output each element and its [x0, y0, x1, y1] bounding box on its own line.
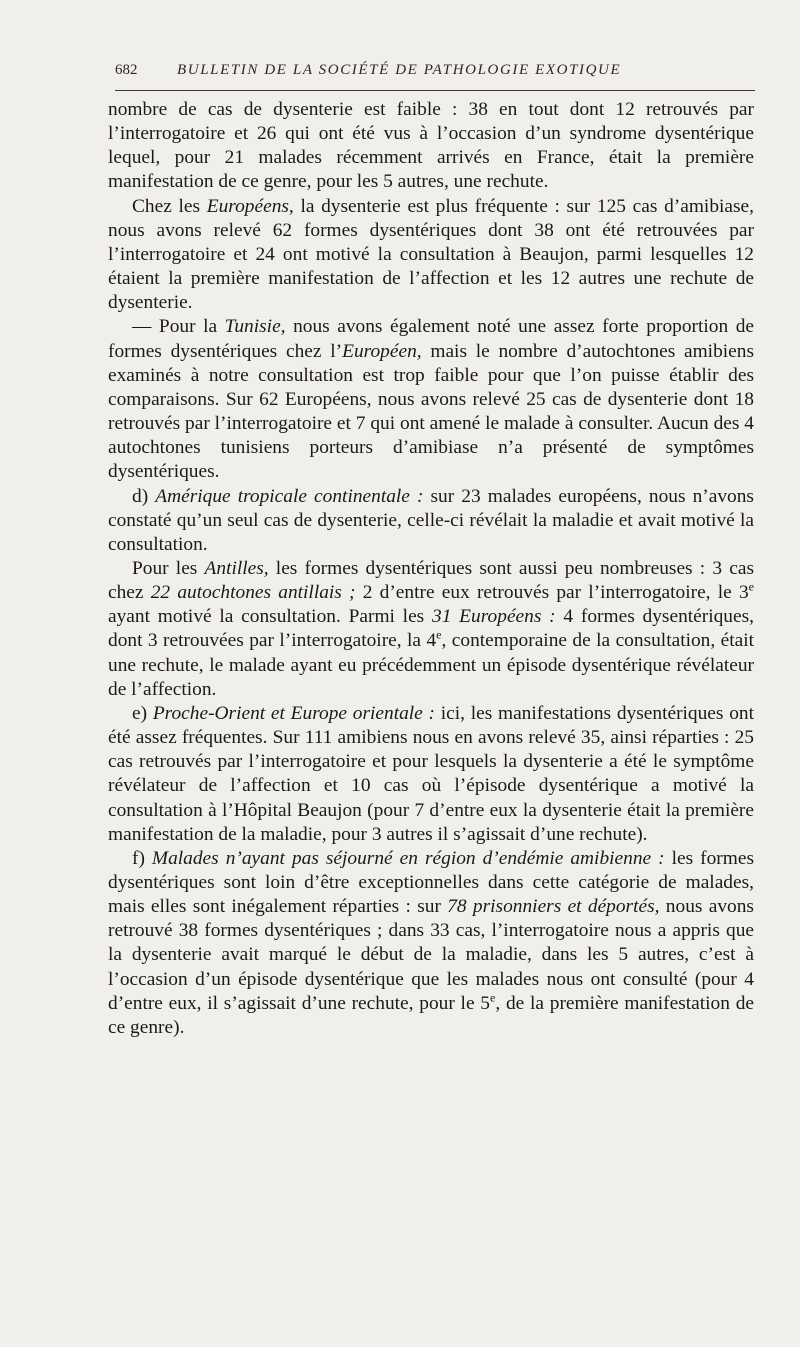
- italic-text: Européens,: [206, 195, 294, 217]
- italic-text: Tunisie,: [224, 316, 286, 338]
- text-run: , de la première manifestation de ce genre).: [108, 992, 754, 1038]
- text-run: sur 23 malades européens, nous n’avons constaté qu’un seul cas de dysenterie, celle-ci révélait la maladie et avait motivé la consultation.: [108, 485, 754, 555]
- superscript: e: [436, 627, 442, 642]
- paragraph: [108, 847, 754, 1040]
- text-run: nous avons retrouvé 38 formes dysentériques ; dans 33 cas, l’interrogatoire nous a appris que la dysenterie avait marqué le début de la maladie, dans les 5 autres, c’est à l’occasion d’un épisode dysentérique que les malades nous ont consulté (pour 4 d’entre eux, il s’agissait d’une rechute, pour le 5: [108, 896, 754, 1014]
- text-run: nous avons également noté une assez forte proportion de formes dysentériques chez l’: [108, 316, 754, 362]
- text-run: — Pour la: [132, 316, 225, 338]
- italic-text: 78 prisonniers et déportés,: [447, 896, 660, 918]
- superscript: e: [490, 990, 496, 1005]
- text-run: Chez les: [132, 195, 207, 217]
- paragraph: [108, 98, 754, 195]
- text-run: ici, les manifestations dysentériques ont été assez fréquentes. Sur 111 amibiens nous en avons relevé 35, ainsi réparties : 25 cas retrouvés par l’interrogatoire et pour lesquels la dysenterie a été le symptôme révélateur de l’affection et 10 cas où l’épisode dysentérique a motivé la consultation à l’Hôpital Beaujon (pour 7 d’entre eux la dysenterie était la première manifestation de la maladie, pour 3 autres il s’agissait d’une rechute).: [108, 702, 754, 845]
- text-run: nombre de cas de dysenterie est faible : 38 en tout dont 12 retrouvés par l’interrogatoire et 26 qui ont été vus à l’occasion d’un syndrome dysentérique lequel, pour 21 malades récemment arrivés en France, était la première manifestation de ce genre, pour les 5 autres, une rechute.: [108, 99, 754, 193]
- header-rule: [115, 90, 755, 91]
- text-run: les formes dysentériques sont aussi peu nombreuses : 3 cas chez: [108, 557, 754, 604]
- text-run: d): [132, 485, 156, 507]
- italic-text: Malades n’ayant pas séjourné en région d’endémie amibienne :: [151, 847, 665, 869]
- text-run: f): [132, 847, 152, 869]
- text-run: , contemporaine de la consultation, était une rechute, le malade ayant eu précédemment un épisode dysentérique révélateur de l’affection.: [108, 630, 755, 700]
- page-number: 682: [115, 62, 138, 78]
- superscript: e: [748, 579, 754, 594]
- text-run: la dysenterie est plus fréquente : sur 125 cas d’amibiase, nous avons relevé 62 formes dysentériques dont 38 ont été retrouvées par l’interrogatoire et 24 ont motivé la consultation à Beaujon, parmi lesquelles 12 étaient la première manifestation de l’affection et les 12 autres une rechute de dysenterie.: [108, 195, 755, 314]
- italic-text: Antilles,: [204, 557, 269, 579]
- paragraph: [108, 557, 754, 702]
- paragraph: [108, 315, 754, 484]
- running-header: [115, 62, 755, 79]
- text-run: Pour les: [132, 557, 205, 579]
- italic-text: Proche-Orient et Europe orientale :: [152, 702, 435, 724]
- text-run: e): [132, 702, 153, 724]
- text-run: 2 d’entre eux retrouvés par l’interrogatoire, le 3: [355, 582, 749, 604]
- text-run: mais le nombre d’autochtones amibiens examinés à notre consultation est trop faible pour que l’on puisse établir des comparaisons. Sur 62 Européens, nous avons relevé 25 cas de dysenterie dont 18 retrouvés par l’interrogatoire et 7 qui ont amené le malade à consulter. Aucun des 4 autochtones tunisiens porteurs d’amibiase n’a présenté de symptômes dysentériques.: [108, 340, 754, 483]
- journal-title: BULLETIN DE LA SOCIÉTÉ DE PATHOLOGIE EXOTIQUE: [177, 62, 622, 78]
- italic-text: 31 Européens :: [432, 606, 556, 628]
- text-run: ayant motivé la consultation. Parmi les: [108, 606, 433, 628]
- italic-text: 22 autochtones antillais ;: [150, 582, 356, 604]
- italic-text: Européen,: [342, 340, 422, 362]
- text-run: les formes dysentériques sont loin d’être exceptionnelles dans cette catégorie de malades, mais elles sont inégalement réparties : sur: [108, 847, 754, 918]
- text-run: 4 formes dysentériques, dont 3 retrouvées par l’interrogatoire, la 4: [108, 606, 754, 652]
- italic-text: Amérique tropicale continentale :: [155, 485, 424, 507]
- article-body: [108, 98, 754, 1040]
- paragraph: [108, 195, 754, 316]
- paragraph: [108, 702, 754, 847]
- paragraph: [108, 485, 754, 557]
